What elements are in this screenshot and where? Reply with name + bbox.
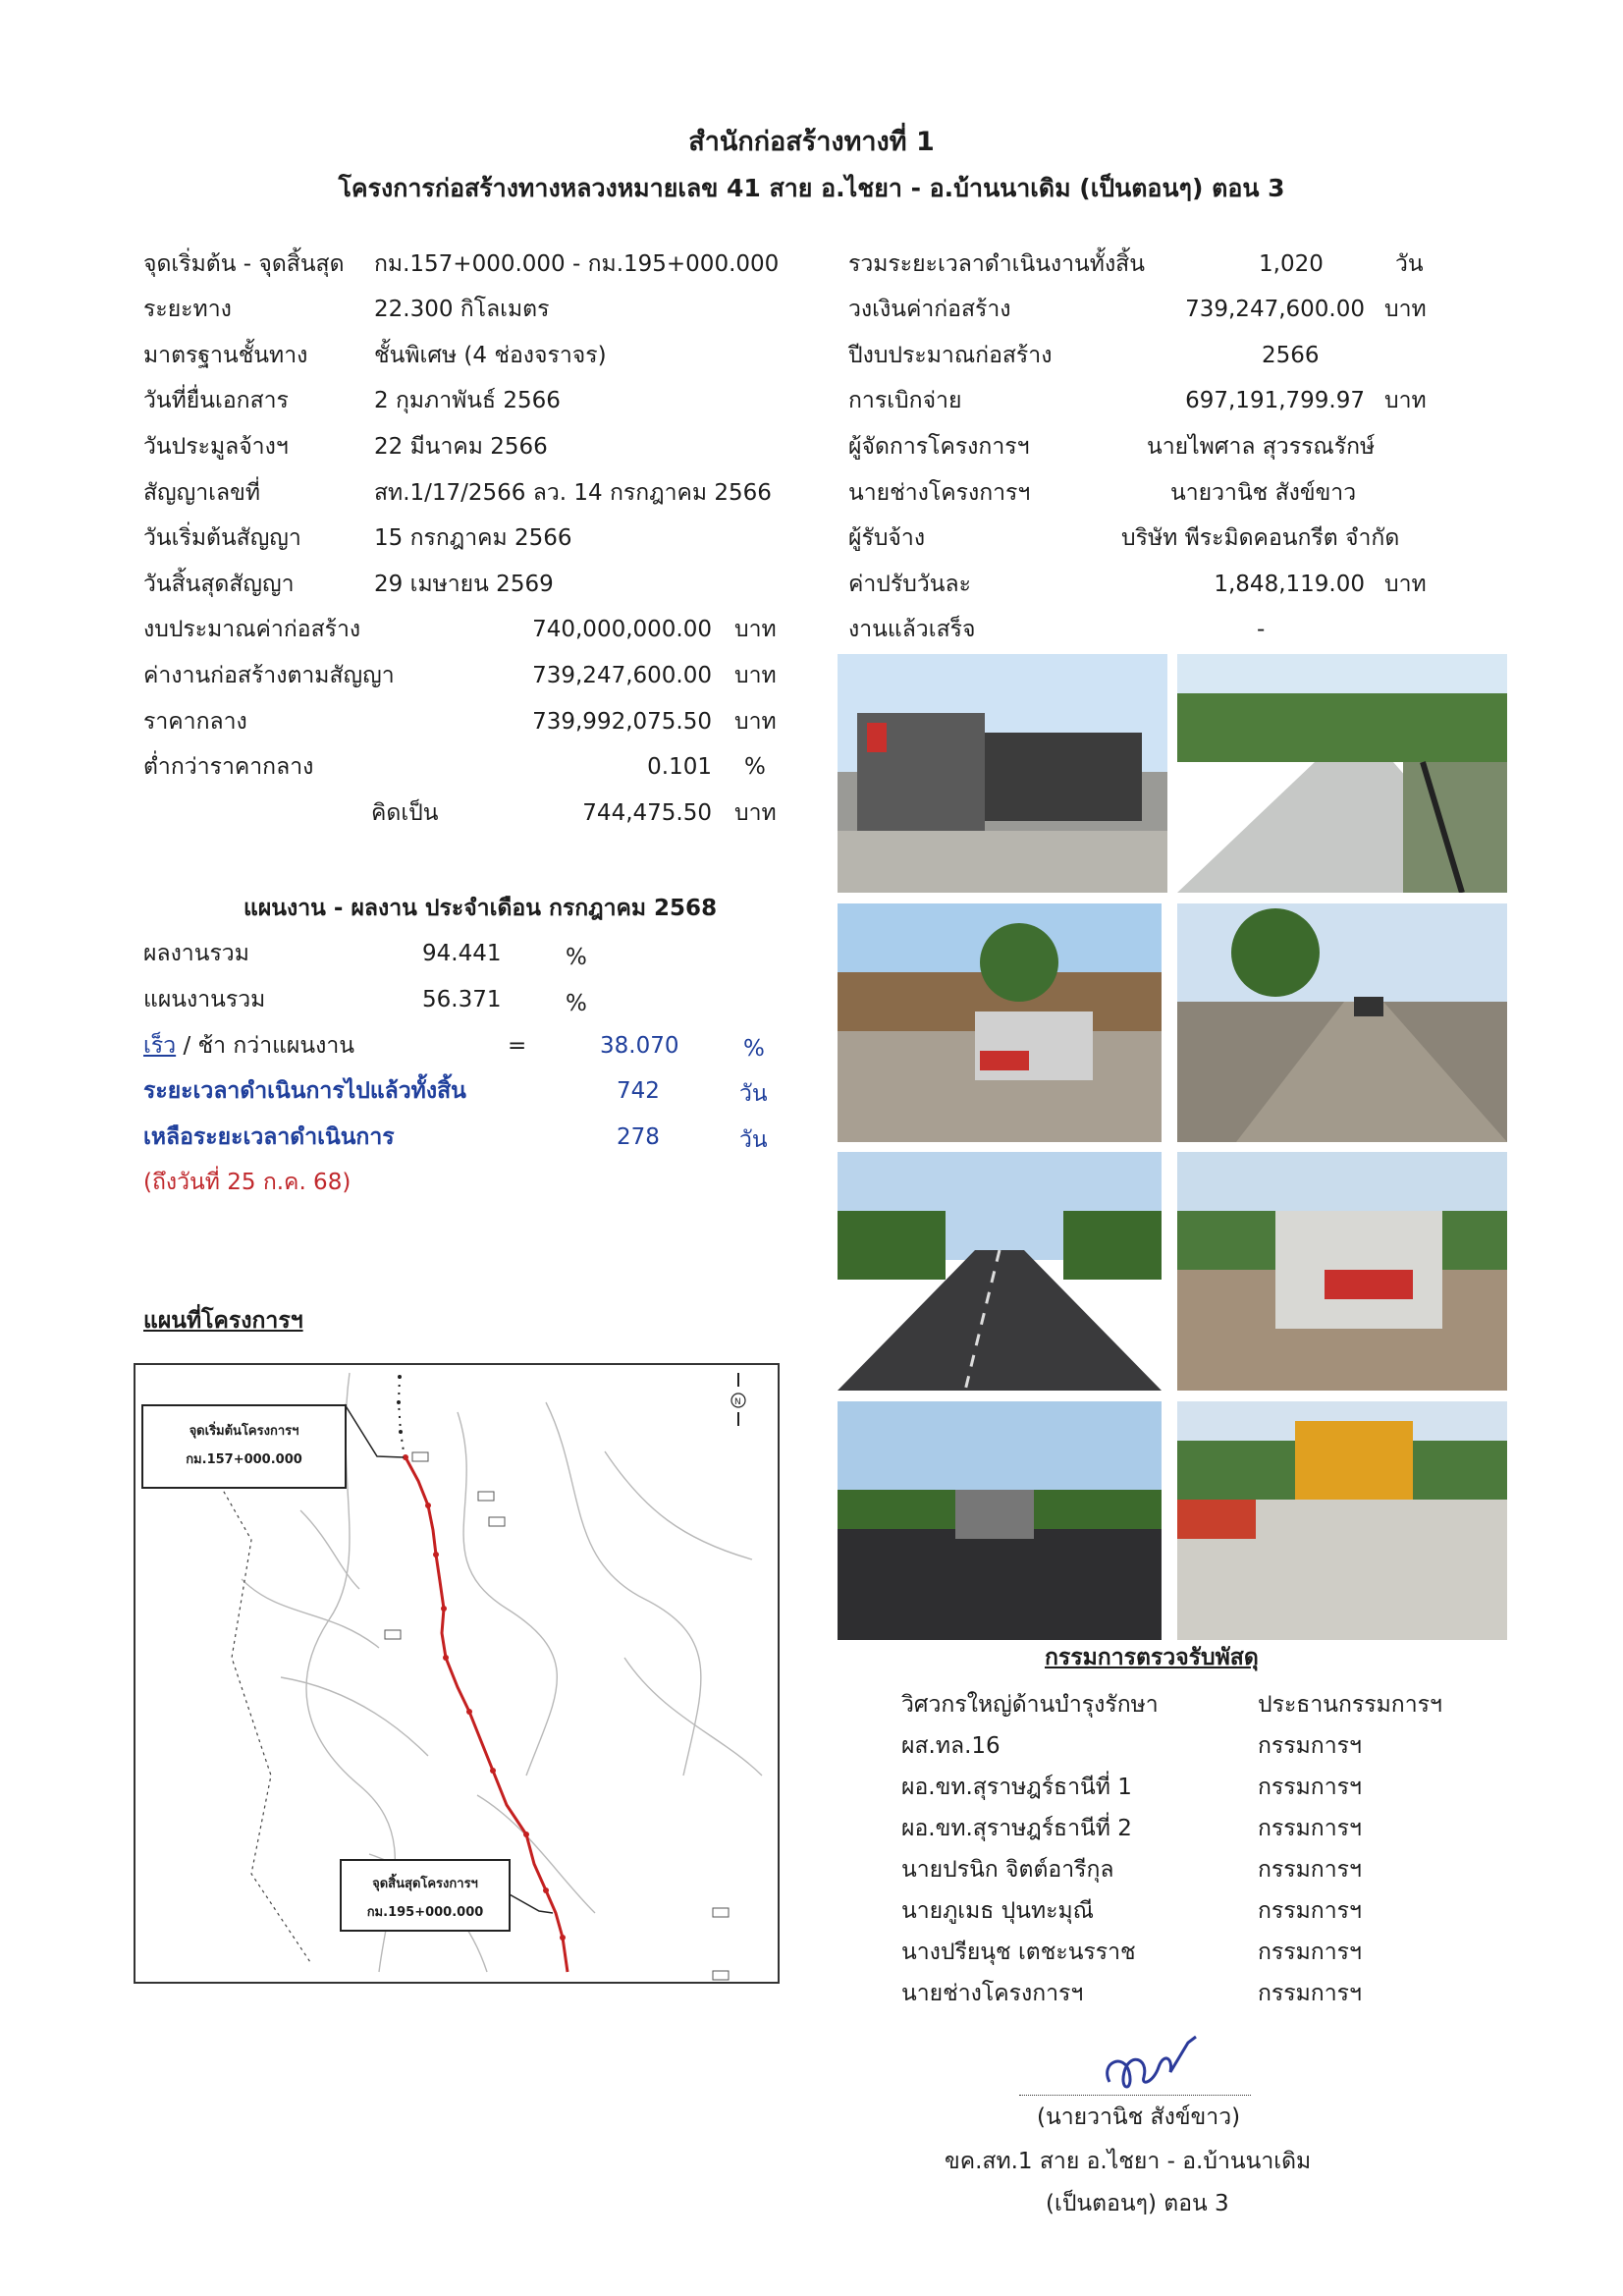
- budget-value: 739,247,600.00: [532, 663, 712, 688]
- info-label: ผู้รับจ้าง: [848, 525, 926, 551]
- start-km: กม.157+000.000: [186, 1452, 302, 1467]
- info-label: รวมระยะเวลาดำเนินงานทั้งสิ้น: [848, 251, 1145, 277]
- info-label: วันที่ยื่นเอกสาร: [143, 388, 289, 413]
- actual-value: 94.441: [422, 941, 502, 966]
- remain-label: เหลือระยะเวลาดำเนินการ: [143, 1124, 395, 1150]
- committee-member: ผอ.ขท.สุราษฎร์ธานีที่ 1: [901, 1775, 1132, 1800]
- site-photo: [838, 1152, 1162, 1391]
- diff-fast-label: เร็ว: [143, 1033, 177, 1059]
- as-of-date: (ถึงวันที่ 25 ก.ค. 68): [143, 1170, 352, 1195]
- committee-role: กรรมการฯ: [1258, 1775, 1362, 1800]
- signer-position-line2: (เป็นตอนๆ) ตอน 3: [1046, 2191, 1229, 2216]
- budget-value: 0.101: [647, 754, 712, 780]
- diff-unit: %: [743, 1036, 765, 1062]
- site-photo: [1177, 1152, 1507, 1391]
- site-photo: [1177, 654, 1507, 893]
- budget-unit: บาท: [734, 800, 777, 826]
- budget-value: 740,000,000.00: [532, 617, 712, 642]
- budget-label: คิดเป็น: [371, 800, 439, 826]
- actual-unit: %: [566, 945, 587, 970]
- committee-role: กรรมการฯ: [1258, 1981, 1362, 2006]
- plan-value: 56.371: [422, 987, 502, 1012]
- info-label: นายช่างโครงการฯ: [848, 480, 1031, 506]
- info-value: กม.157+000.000 - กม.195+000.000: [374, 251, 780, 277]
- budget-unit: บาท: [734, 617, 777, 642]
- info-value: 1,020: [1259, 251, 1324, 277]
- committee-role: กรรมการฯ: [1258, 1857, 1362, 1883]
- info-value: 22 มีนาคม 2566: [374, 434, 548, 460]
- plan-label: แผนงานรวม: [143, 987, 266, 1012]
- info-label: มาตรฐานชั้นทาง: [143, 343, 308, 368]
- diff-separator: /: [183, 1033, 191, 1059]
- budget-value: 739,992,075.50: [532, 709, 712, 735]
- committee-role: กรรมการฯ: [1258, 1898, 1362, 1924]
- start-label: จุดเริ่มต้นโครงการฯ: [189, 1424, 299, 1439]
- info-label: ค่าปรับวันละ: [848, 572, 971, 597]
- info-value: นายวานิช สังข์ขาว: [1170, 480, 1357, 506]
- committee-member: นายภูเมธ ปุนทะมุณี: [901, 1898, 1094, 1924]
- info-label: ผู้จัดการโครงการฯ: [848, 434, 1030, 460]
- info-value: 29 เมษายน 2569: [374, 572, 554, 597]
- info-label: สัญญาเลขที่: [143, 480, 260, 506]
- plan-unit: %: [566, 991, 587, 1016]
- info-value: 739,247,600.00: [1185, 297, 1365, 322]
- info-value: 15 กรกฎาคม 2566: [374, 525, 572, 551]
- site-photo: [838, 903, 1162, 1142]
- remain-value: 278: [617, 1124, 660, 1150]
- info-unit: วัน: [1395, 251, 1424, 277]
- info-value: 2 กุมภาพันธ์ 2566: [374, 388, 561, 413]
- map-heading: แผนที่โครงการฯ: [143, 1308, 303, 1334]
- end-callout: [340, 1859, 511, 1932]
- signature-line: [1019, 2095, 1251, 2096]
- info-value: 1,848,119.00: [1214, 572, 1365, 597]
- info-label: การเบิกจ่าย: [848, 388, 962, 413]
- svg-text:N: N: [734, 1397, 741, 1407]
- info-label: วงเงินค่าก่อสร้าง: [848, 297, 1011, 322]
- committee-member: ผอ.ขท.สุราษฎร์ธานีที่ 2: [901, 1816, 1132, 1841]
- project-title: โครงการก่อสร้างทางหลวงหมายเลข 41 สาย อ.ไชยา - อ.บ้านนาเดิม (เป็นตอนๆ) ตอน 3: [338, 174, 1285, 202]
- end-km: กม.195+000.000: [366, 1905, 484, 1920]
- diff-value: 38.070: [600, 1033, 679, 1059]
- info-unit: บาท: [1384, 388, 1427, 413]
- committee-member: นางปรียนุช เตชะนรราช: [901, 1940, 1136, 1965]
- budget-unit: บาท: [734, 709, 777, 735]
- diff-equals: =: [508, 1033, 527, 1059]
- info-label: ระยะทาง: [143, 297, 232, 322]
- start-callout: [141, 1404, 347, 1489]
- info-label: จุดเริ่มต้น - จุดสิ้นสุด: [143, 251, 345, 277]
- info-unit: บาท: [1384, 297, 1427, 322]
- project-map: [134, 1363, 780, 1984]
- info-label: วันเริ่มต้นสัญญา: [143, 525, 301, 551]
- elapsed-label: ระยะเวลาดำเนินการไปแล้วทั้งสิ้น: [143, 1078, 466, 1104]
- budget-label: ราคากลาง: [143, 709, 247, 735]
- info-label: งานแล้วเสร็จ: [848, 617, 976, 642]
- remain-unit: วัน: [739, 1127, 768, 1153]
- budget-label: ต่ำกว่าราคากลาง: [143, 754, 314, 780]
- info-value: ชั้นพิเศษ (4 ช่องจราจร): [374, 343, 607, 368]
- diff-rest-label: ช้า กว่าแผนงาน: [197, 1033, 354, 1059]
- site-photo: [1177, 903, 1507, 1142]
- info-value: -: [1257, 617, 1266, 642]
- committee-member: นายช่างโครงการฯ: [901, 1981, 1084, 2006]
- info-label: วันประมูลจ้างฯ: [143, 434, 289, 460]
- signature: [1080, 2023, 1217, 2102]
- budget-unit: บาท: [734, 663, 777, 688]
- committee-role: ประธานกรรมการฯ: [1258, 1692, 1442, 1718]
- site-photo: [838, 654, 1167, 893]
- budget-unit: %: [744, 754, 766, 780]
- committee-heading: กรรมการตรวจรับพัสดุ: [1045, 1645, 1259, 1670]
- committee-member: วิศวกรใหญ่ด้านบำรุงรักษา: [901, 1692, 1159, 1718]
- signer-name: (นายวานิช สังข์ขาว): [1037, 2105, 1241, 2130]
- signer-position: ขค.สท.1 สาย อ.ไชยา - อ.บ้านนาเดิม: [945, 2149, 1312, 2174]
- info-value: นายไพศาล สุวรรณรักษ์: [1147, 434, 1376, 460]
- info-value: 2566: [1262, 343, 1320, 368]
- info-label: วันสิ้นสุดสัญญา: [143, 572, 295, 597]
- committee-member: นายปรนิก จิตต์อารีกุล: [901, 1857, 1114, 1883]
- committee-role: กรรมการฯ: [1258, 1940, 1362, 1965]
- info-unit: บาท: [1384, 572, 1427, 597]
- site-photo: [1177, 1401, 1507, 1640]
- committee-member: ผส.ทล.16: [901, 1733, 1001, 1759]
- progress-heading: แผนงาน - ผลงาน ประจำเดือน กรกฎาคม 2568: [243, 896, 718, 921]
- budget-label: งบประมาณค่าก่อสร้าง: [143, 617, 361, 642]
- committee-role: กรรมการฯ: [1258, 1816, 1362, 1841]
- budget-label: ค่างานก่อสร้างตามสัญญา: [143, 663, 395, 688]
- actual-label: ผลงานรวม: [143, 941, 249, 966]
- office-title: สำนักก่อสร้างทางที่ 1: [688, 127, 935, 157]
- info-value: สท.1/17/2566 ลว. 14 กรกฎาคม 2566: [374, 480, 772, 506]
- site-photo: [838, 1401, 1162, 1640]
- budget-value: 744,475.50: [582, 800, 712, 826]
- committee-role: กรรมการฯ: [1258, 1733, 1362, 1759]
- info-value: 22.300 กิโลเมตร: [374, 297, 550, 322]
- elapsed-value: 742: [617, 1078, 660, 1104]
- info-label: ปีงบประมาณก่อสร้าง: [848, 343, 1053, 368]
- info-value: บริษัท พีระมิดคอนกรีต จำกัด: [1121, 525, 1400, 551]
- info-value: 697,191,799.97: [1185, 388, 1365, 413]
- end-label: จุดสิ้นสุดโครงการฯ: [372, 1877, 478, 1891]
- elapsed-unit: วัน: [739, 1081, 768, 1107]
